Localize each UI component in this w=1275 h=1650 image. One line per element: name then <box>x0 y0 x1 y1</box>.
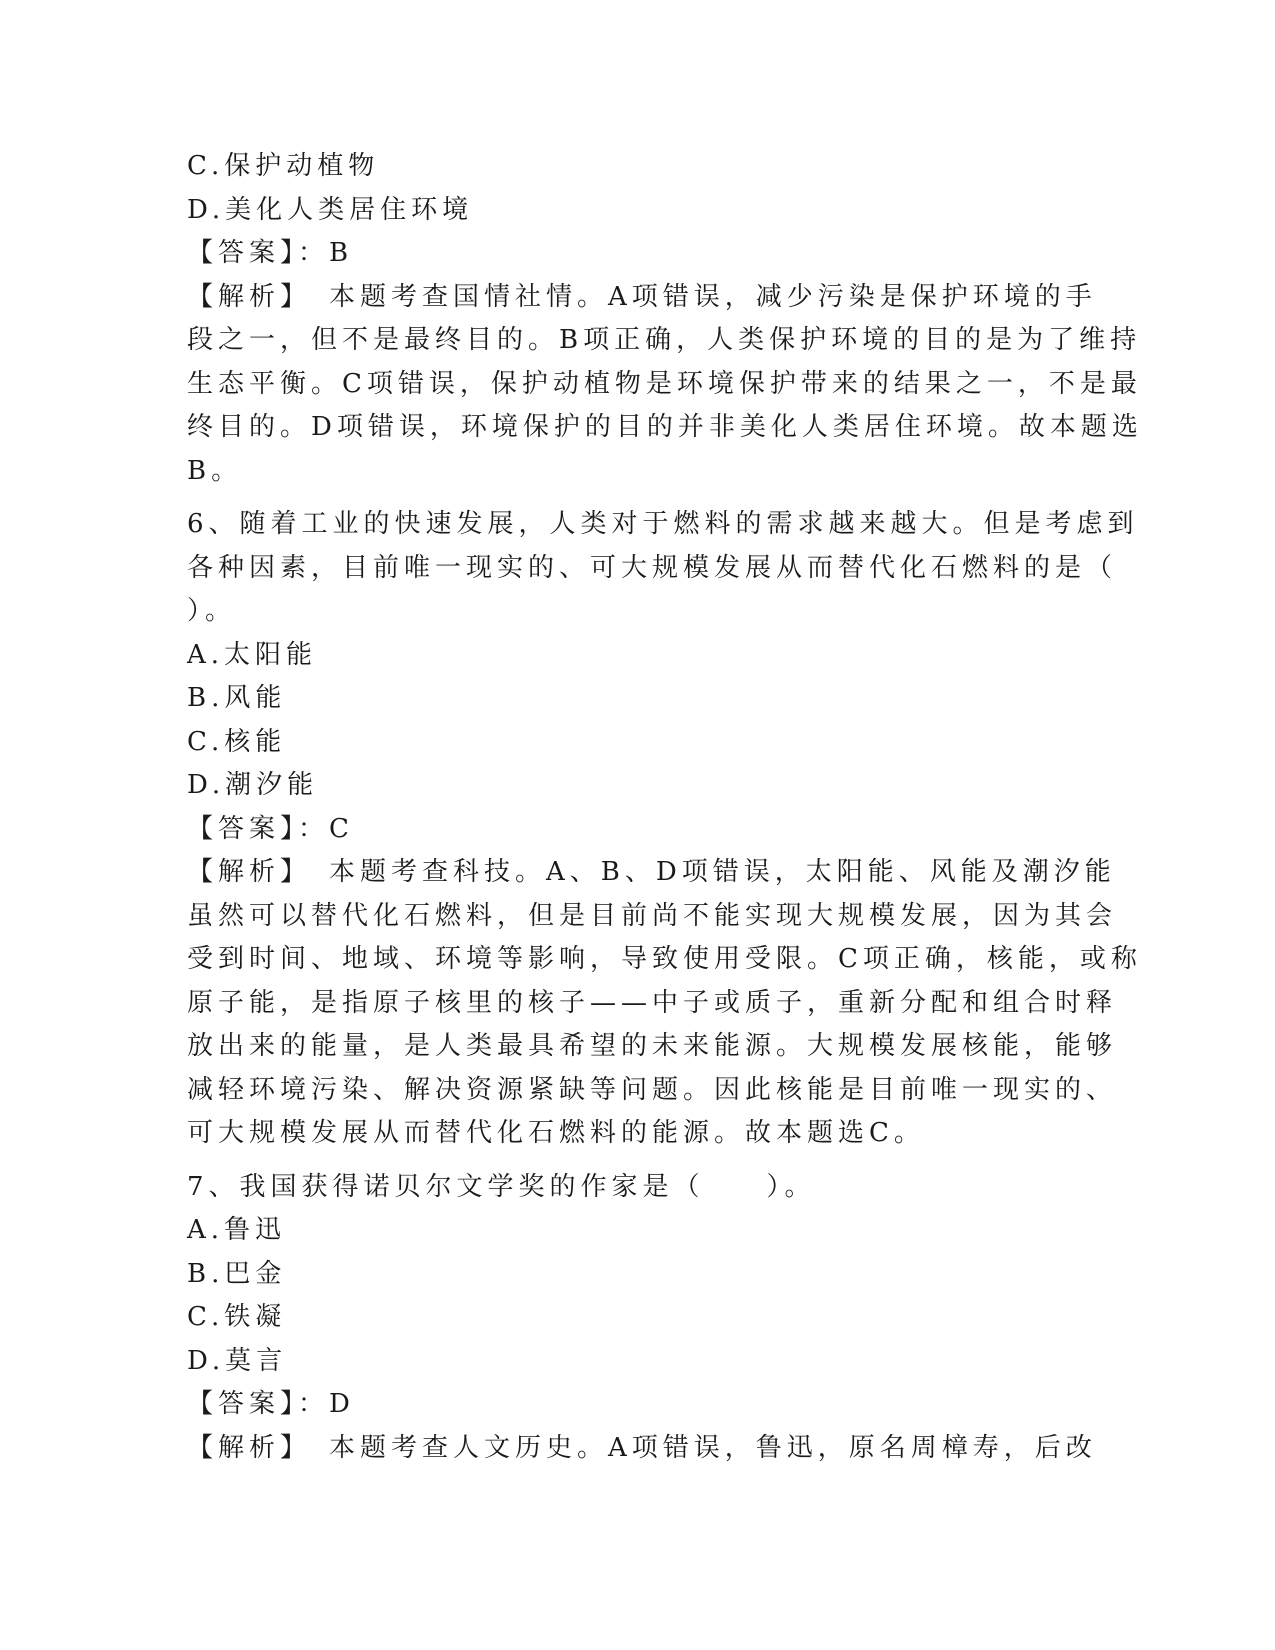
stem-line: 各种因素，目前唯一现实的、可大规模发展从而替代化石燃料的是（ <box>187 552 1118 583</box>
analysis-line: B。 <box>187 455 243 486</box>
stem-line: ）。 <box>187 596 237 626</box>
option-c: C.铁凝 <box>187 1302 287 1332</box>
analysis-line: 【解析】 本题考查人文历史。A项错误，鲁迅，原名周樟寿，后改 <box>187 1432 1097 1463</box>
analysis-paragraph <box>187 276 1143 494</box>
analysis-line: 可大规模发展从而替代化石燃料的能源。故本题选C。 <box>187 1118 925 1148</box>
spacer <box>187 493 1087 503</box>
option-a: A.鲁迅 <box>187 1215 287 1245</box>
analysis-line: 【解析】 本题考查国情社情。A项错误，减少污染是保护环境的手 <box>187 281 1097 312</box>
question-7 <box>187 1166 1097 1471</box>
analysis-line: 生态平衡。C项错误，保护动植物是环境保护带来的结果之一，不是最 <box>187 368 1142 399</box>
analysis-line: 减轻环境污染、解决资源紧缺等问题。因此核能是目前唯一现实的、 <box>187 1074 1118 1105</box>
answer-line: 【答案】：C <box>187 813 354 844</box>
analysis-paragraph <box>187 851 1142 1156</box>
question-6 <box>187 503 1142 1156</box>
document-page <box>187 145 1143 1470</box>
option-d: D.潮汐能 <box>187 770 319 800</box>
option-c: C.保护动植物 <box>187 151 380 181</box>
option-b: B.巴金 <box>187 1258 287 1289</box>
analysis-line: 虽然可以替代化石燃料，但是目前尚不能实现大规模发展，因为其会 <box>187 900 1118 931</box>
stem-line: 6、随着工业的快速发展，人类对于燃料的需求越来越大。但是考虑到 <box>187 509 1139 539</box>
question-stem: 7、我国获得诺贝尔文学奖的作家是（ ）。 <box>187 1171 816 1202</box>
analysis-line: 【解析】 本题考查科技。A、B、D项错误，太阳能、风能及潮汐能 <box>187 857 1116 887</box>
answer-line: 【答案】：B <box>187 238 354 268</box>
answer-line: 【答案】：D <box>187 1389 355 1419</box>
analysis-line: 放出来的能量，是人类最具希望的未来能源。大规模发展核能，能够 <box>187 1031 1118 1061</box>
analysis-line: 段之一，但不是最终目的。B项正确，人类保护环境的目的是为了维持 <box>187 325 1142 355</box>
option-d: D.莫言 <box>187 1345 288 1376</box>
option-c: C.核能 <box>187 726 287 757</box>
spacer <box>187 1156 1087 1166</box>
question-stem <box>187 503 1139 634</box>
option-a: A.太阳能 <box>187 639 318 670</box>
analysis-line: 终目的。D项错误，环境保护的目的并非美化人类居住环境。故本题选 <box>187 412 1143 442</box>
analysis-line: 原子能，是指原子核里的核子——中子或质子，重新分配和组合时释 <box>187 987 1118 1018</box>
question-5 <box>187 145 1143 493</box>
option-d: D.美化人类居住环境 <box>187 194 474 225</box>
option-b: B.风能 <box>187 683 287 713</box>
analysis-line: 受到时间、地域、环境等影响，导致使用受限。C项正确，核能，或称 <box>187 944 1142 974</box>
